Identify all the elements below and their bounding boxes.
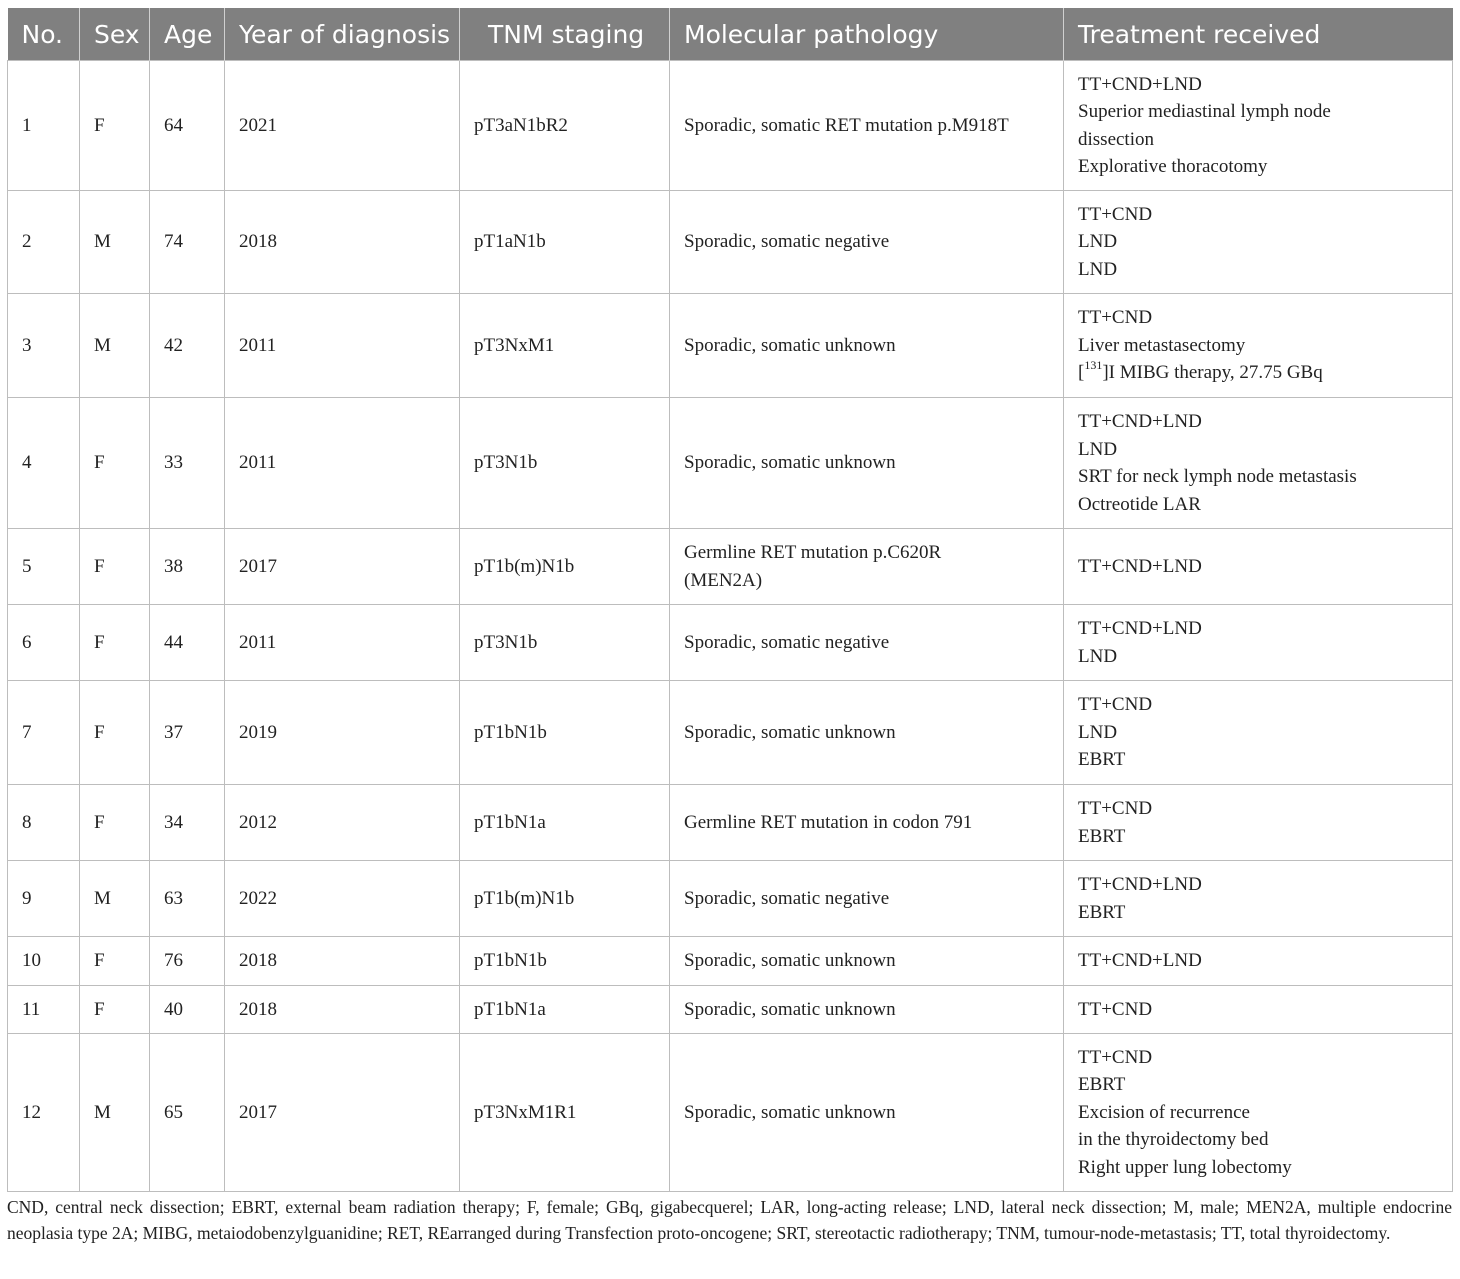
cell-sex: M <box>80 294 150 398</box>
cell-line: Sporadic, somatic unknown <box>684 721 896 743</box>
cell-molecular <box>670 605 1064 681</box>
cell-line: Sporadic, somatic unknown <box>684 998 896 1020</box>
cell-tnm: pT1b(m)N1b <box>460 529 670 605</box>
cell-tnm: pT1bN1a <box>460 785 670 861</box>
cell-year: 2019 <box>225 681 460 785</box>
header-sex: Sex <box>80 8 150 61</box>
cell-sex: F <box>80 398 150 529</box>
footnote: CND, central neck dissection; EBRT, external beam radiation therapy; F, female; GBq, gigabecquerel; LAR, long-acting release; LND, lateral neck dissection; M, male; MEN2A, multiple endocrine neoplasia type 2A; MIBG, metaiodobenzylguanidine; RET, REarranged during Transfection proto-oncogene; SRT, stereotactic radiotherapy; TNM, tumour-node-metastasis; TT, total thyroidectomy. <box>7 1197 1452 1243</box>
cell-age: 65 <box>150 1034 225 1192</box>
cell-line: Sporadic, somatic negative <box>684 231 890 253</box>
cell-tnm: pT1aN1b <box>460 191 670 294</box>
cell-treatment <box>1064 986 1453 1034</box>
table-wrapper <box>7 8 1452 1192</box>
cell-age: 74 <box>150 191 225 294</box>
cell-line: SRT for neck lymph node metastasis <box>1078 466 1357 487</box>
cell-line: Sporadic, somatic unknown <box>684 334 896 356</box>
cell-no: 12 <box>8 1034 80 1192</box>
cell-line: EBRT <box>1078 1074 1126 1096</box>
cell-line: Sporadic, somatic unknown <box>684 950 896 972</box>
line-text: I MIBG therapy, 27.75 GBq <box>1108 362 1323 384</box>
cell-year: 2018 <box>225 937 460 986</box>
cell-sex: F <box>80 529 150 605</box>
cell-line: LND <box>1078 645 1118 667</box>
cell-sex: F <box>80 785 150 861</box>
cell-line: Germline RET mutation p.C620R <box>684 542 942 563</box>
cell-age: 42 <box>150 294 225 398</box>
table-row <box>8 61 1453 191</box>
cell-tnm: pT3N1b <box>460 398 670 529</box>
cell-line: Right upper lung lobectomy <box>1078 1156 1292 1178</box>
cell-tnm: pT1bN1a <box>460 986 670 1034</box>
cell-line: in the thyroidectomy bed <box>1078 1129 1269 1151</box>
cell-treatment <box>1064 398 1453 529</box>
cell-line: Explorative thoracotomy <box>1078 156 1268 177</box>
cell-sex: M <box>80 1034 150 1192</box>
table-row <box>8 937 1453 986</box>
table-body <box>8 61 1453 1192</box>
cell-year: 2021 <box>225 61 460 191</box>
cell-no: 1 <box>8 61 80 191</box>
cell-age: 38 <box>150 529 225 605</box>
cell-no: 11 <box>8 986 80 1034</box>
header-row <box>8 8 1453 61</box>
cell-line: EBRT <box>1078 901 1126 923</box>
cell-line: Octreotide LAR <box>1078 493 1201 515</box>
cell-line: TT+CND <box>1078 307 1153 329</box>
table-row <box>8 294 1453 398</box>
cell-line <box>1078 359 1452 387</box>
cell-molecular <box>670 294 1064 398</box>
cell-year: 2012 <box>225 785 460 861</box>
cell-sex: M <box>80 861 150 937</box>
table-row <box>8 681 1453 785</box>
cell-molecular <box>670 1034 1064 1192</box>
cell-line: LND <box>1078 438 1118 460</box>
cell-age: 63 <box>150 861 225 937</box>
header-no: No. <box>8 8 80 61</box>
cell-line: Liver metastasectomy <box>1078 334 1246 356</box>
cell-sex: F <box>80 986 150 1034</box>
cell-line: LND <box>1078 231 1118 253</box>
cell-line: TT+CND <box>1078 694 1153 716</box>
cell-age: 34 <box>150 785 225 861</box>
cell-year: 2011 <box>225 605 460 681</box>
isotope-superscript: 131 <box>1084 357 1103 372</box>
cell-line: TT+CND+LND <box>1078 411 1202 432</box>
cell-molecular <box>670 529 1064 605</box>
table-row <box>8 398 1453 529</box>
cell-tnm: pT3NxM1 <box>460 294 670 398</box>
cell-treatment <box>1064 861 1453 937</box>
cell-treatment <box>1064 61 1453 191</box>
cell-line: TT+CND+LND <box>1078 618 1202 639</box>
cell-treatment <box>1064 1034 1453 1192</box>
cell-age: 33 <box>150 398 225 529</box>
header-treatment: Treatment received <box>1064 8 1453 61</box>
cell-line: Sporadic, somatic unknown <box>684 452 896 474</box>
cell-no: 4 <box>8 398 80 529</box>
patient-table <box>7 8 1453 1192</box>
cell-line: TT+CND+LND <box>1078 950 1202 972</box>
cell-line: TT+CND+LND <box>1078 555 1202 577</box>
cell-line: LND <box>1078 721 1118 743</box>
cell-treatment <box>1064 681 1453 785</box>
cell-line: TT+CND <box>1078 203 1153 225</box>
cell-line: Superior mediastinal lymph node <box>1078 101 1331 122</box>
table-row <box>8 861 1453 937</box>
table-row <box>8 191 1453 294</box>
cell-no: 7 <box>8 681 80 785</box>
cell-line: Sporadic, somatic negative <box>684 887 890 909</box>
cell-year: 2017 <box>225 529 460 605</box>
cell-line: TT+CND+LND <box>1078 73 1202 95</box>
cell-sex: F <box>80 61 150 191</box>
cell-line: Germline RET mutation in codon 791 <box>684 811 973 833</box>
cell-treatment <box>1064 529 1453 605</box>
cell-sex: F <box>80 681 150 785</box>
cell-sex: F <box>80 937 150 986</box>
cell-line: TT+CND <box>1078 998 1153 1020</box>
cell-year: 2018 <box>225 986 460 1034</box>
table-row <box>8 605 1453 681</box>
header-age: Age <box>150 8 225 61</box>
cell-line: (MEN2A) <box>684 569 763 591</box>
cell-year: 2017 <box>225 1034 460 1192</box>
table-row <box>8 529 1453 605</box>
cell-molecular <box>670 398 1064 529</box>
cell-molecular <box>670 191 1064 294</box>
cell-no: 9 <box>8 861 80 937</box>
header-molecular: Molecular pathology <box>670 8 1064 61</box>
cell-tnm: pT3aN1bR2 <box>460 61 670 191</box>
cell-treatment <box>1064 294 1453 398</box>
table-row <box>8 986 1453 1034</box>
cell-age: 76 <box>150 937 225 986</box>
cell-tnm: pT1b(m)N1b <box>460 861 670 937</box>
cell-treatment <box>1064 191 1453 294</box>
cell-no: 6 <box>8 605 80 681</box>
cell-tnm: pT1bN1b <box>460 937 670 986</box>
bracket-close: ] <box>1102 362 1109 384</box>
cell-no: 3 <box>8 294 80 398</box>
cell-age: 64 <box>150 61 225 191</box>
cell-year: 2018 <box>225 191 460 294</box>
cell-tnm: pT3N1b <box>460 605 670 681</box>
cell-year: 2022 <box>225 861 460 937</box>
cell-line: EBRT <box>1078 749 1126 771</box>
cell-tnm: pT1bN1b <box>460 681 670 785</box>
cell-line: dissection <box>1078 128 1154 150</box>
header-tnm: TNM staging <box>460 8 670 61</box>
cell-line: Sporadic, somatic unknown <box>684 1101 896 1123</box>
table-row <box>8 785 1453 861</box>
cell-line: LND <box>1078 258 1118 280</box>
cell-age: 44 <box>150 605 225 681</box>
cell-molecular <box>670 785 1064 861</box>
cell-no: 10 <box>8 937 80 986</box>
cell-treatment <box>1064 605 1453 681</box>
table-row <box>8 1034 1453 1192</box>
cell-molecular <box>670 937 1064 986</box>
cell-line: TT+CND <box>1078 1046 1153 1068</box>
bracket-open: [ <box>1078 362 1085 384</box>
cell-year: 2011 <box>225 398 460 529</box>
cell-age: 40 <box>150 986 225 1034</box>
cell-tnm: pT3NxM1R1 <box>460 1034 670 1192</box>
cell-year: 2011 <box>225 294 460 398</box>
cell-line: Excision of recurrence <box>1078 1101 1250 1123</box>
cell-sex: F <box>80 605 150 681</box>
cell-line: EBRT <box>1078 825 1126 847</box>
cell-line: TT+CND <box>1078 798 1153 819</box>
cell-no: 2 <box>8 191 80 294</box>
cell-no: 8 <box>8 785 80 861</box>
cell-molecular <box>670 681 1064 785</box>
cell-treatment <box>1064 937 1453 986</box>
cell-line: Sporadic, somatic RET mutation p.M918T <box>684 114 1009 136</box>
cell-sex: M <box>80 191 150 294</box>
header-year: Year of diagnosis <box>225 8 460 61</box>
cell-line: TT+CND+LND <box>1078 874 1202 895</box>
cell-age: 37 <box>150 681 225 785</box>
cell-line: Sporadic, somatic negative <box>684 631 890 653</box>
cell-treatment <box>1064 785 1453 861</box>
cell-molecular <box>670 861 1064 937</box>
cell-molecular <box>670 986 1064 1034</box>
cell-no: 5 <box>8 529 80 605</box>
cell-molecular <box>670 61 1064 191</box>
